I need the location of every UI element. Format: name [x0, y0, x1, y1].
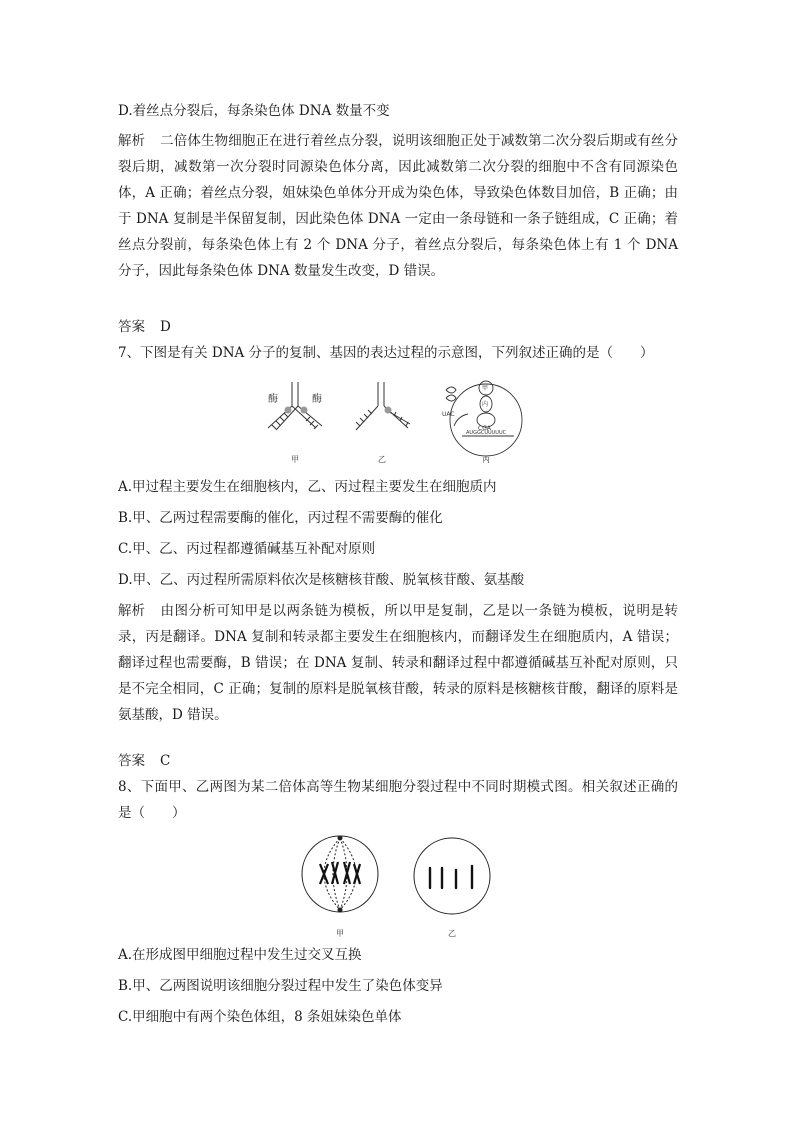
q6-analysis — [118, 128, 678, 284]
figure-label-yi: 乙 — [378, 455, 386, 464]
cell-yi-chromosomes — [430, 866, 472, 888]
q7-option-c: C.甲、乙、丙过程都遵循碱基互补配对原则 — [118, 541, 376, 557]
q7-answer-value: C — [160, 753, 171, 769]
enzyme-label-right: 酶 — [312, 394, 322, 405]
q7-analysis-text: 由图分析可知甲是以两条链为模板，所以甲是复制，乙是以一条链为模板，说明是转录，丙是翻译。DNA 复制和转录都主要发生在细胞核内，而翻译发生在细胞质内，A 错误；翻译过程也需要酶，B 错误；在 DNA 复制、转录和翻译过程中都遵循碱基互补配对原则，只是不完全相同，C 正确；复制的原料是脱氧核苷酸，转录的原料是核糖核苷酸，翻译的原料是氨基酸，D 错误。 — [118, 603, 678, 723]
q7-answer-label: 答案 — [118, 753, 145, 769]
enzyme-dot-left — [285, 407, 292, 414]
q6-answer-label: 答案 — [118, 319, 145, 335]
q6-option-d: D.着丝点分裂后，每条染色体 DNA 数量不变 — [118, 103, 390, 119]
cell-label-jia: 甲 — [336, 929, 344, 938]
translation-cell — [446, 381, 522, 456]
q7-figure — [262, 376, 532, 466]
cell-jia — [302, 836, 378, 912]
ribosome-inner-label: 内 — [482, 401, 489, 408]
q7-stem: 7、下图是有关 DNA 分子的复制、基因的表达过程的示意图，下列叙述正确的是（ ） — [118, 345, 654, 361]
rna-polymerase-dot — [385, 407, 392, 414]
q7-option-a: A.甲过程主要发生在细胞核内，乙、丙过程主要发生在细胞质内 — [118, 479, 497, 495]
transcription-fork — [356, 382, 410, 430]
mrna-sequence-label: AUGGCUUUUUC — [466, 430, 507, 436]
cell-label-yi: 乙 — [448, 929, 456, 938]
q6-answer — [118, 314, 678, 340]
q8-option-c: C.甲细胞中有两个染色体组，8 条姐妹染色单体 — [118, 1009, 402, 1025]
replication-fork — [268, 382, 322, 430]
dna-process-diagram — [262, 376, 532, 466]
q7-option-b: B.甲、乙两过程需要酶的催化，丙过程不需要酶的催化 — [118, 510, 443, 526]
q7-answer — [118, 748, 678, 774]
cell-jia-chromosomes — [320, 862, 360, 884]
enzyme-dot-right — [301, 407, 308, 414]
q7-option-d: D.甲、乙、丙过程所需原料依次是核糖核苷酸、脱氧核苷酸、氨基酸 — [118, 572, 525, 588]
q6-answer-value: D — [160, 319, 171, 335]
q8-stem: 8、下面甲、乙两图为某二倍体高等生物某细胞分裂过程中不同时期模式图。相关叙述正确的是（ ） — [118, 779, 678, 821]
cell-division-diagram — [296, 832, 496, 942]
q7-analysis-label: 解析 — [118, 603, 145, 619]
cell-yi — [414, 838, 490, 914]
q8-option-b: B.甲、乙两图说明该细胞分裂过程中发生了染色体变异 — [118, 978, 443, 994]
enzyme-label-left: 酶 — [268, 394, 278, 405]
q6-analysis-text: 二倍体生物细胞正在进行着丝点分裂，说明该细胞正处于减数第二次分裂后期或有丝分裂后期，减数第一次分裂时同源染色体分离，因此减数第二次分裂的细胞中不含有同源染色体，A 正确；着丝点分裂，姐妹染色单体分开成为染色体，导致染色体数目加倍，B 正确；由于 DNA 复制是半保留复制，因此染色体 DNA 一定由一条母链和一条子链组成，C 正确；着丝点分裂前，每条染色体上有 2 个 DNA 分子，着丝点分裂后，每条染色体上有 1 个 DNA 分子，因此每条染色体 DNA 数量发生改变，D 错误。 — [118, 133, 678, 279]
anticodon-label: UAC — [442, 411, 455, 418]
figure-label-bing: 丙 — [482, 455, 490, 464]
figure-label-jia: 甲 — [291, 455, 299, 464]
q7-analysis — [118, 598, 678, 728]
q8-option-a: A.在形成图甲细胞过程中发生过交叉互换 — [118, 947, 362, 963]
codon-label: CGA — [478, 425, 491, 432]
ribosome-top-label: 甲 — [482, 385, 489, 392]
q8-figure — [296, 832, 496, 942]
q6-analysis-label: 解析 — [118, 133, 145, 149]
